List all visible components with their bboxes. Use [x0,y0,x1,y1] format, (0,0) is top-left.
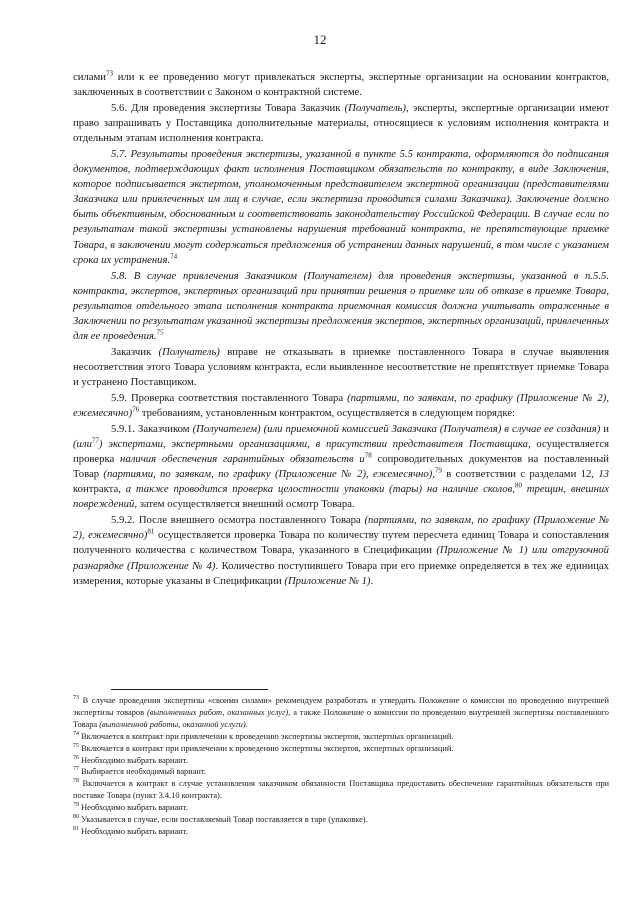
text-run: (Приложение № 1) [284,574,371,587]
text-run: (партиями, по заявкам, по графику (Приложение № 2), ежемесячно), [103,468,435,481]
text-run: затем осуществляется внешний осмотр Товара. [137,498,355,511]
text-run: экспертами, экспертными организациями, в присутствии представителя Поставщика, [102,438,531,451]
text-run: 5.8. В случае привлечения Заказчиком (Получателем) для проведения экспертизы, указанной в п.5.5. контракта, экспертов, экспертных организаций при принятии решения о приемке или об отказе в приемке Товара, результатов отдельного этапа исполнения контракта приемочная комиссия должна учитывать отраженные в Заключении по результатам указанной экспертизы предложения экспертов, экспертных организаций, привлеченных для ее проведения. [73,269,609,342]
footnote-ref: 74 [73,730,79,737]
footnote [73,731,609,743]
text-run: или к ее проведению могут привлекаться эксперты, экспертные организации на основании контрактов, заключенных в соответствии с Законом о контрактной системе. [73,71,609,99]
footnote [73,695,609,731]
text-run: трещин, внешних повреждений, [73,483,609,511]
footnote-ref: 74 [170,252,178,260]
text-run: Включается в контракт при привлечении к проведению экспертизы экспертов, экспертных организаций. [79,731,454,741]
footnote-ref: 80 [73,814,79,821]
contract-body [73,70,609,589]
footnote-ref: 73 [73,695,79,702]
text-run: Включается в контракт при привлечении к проведению экспертизы экспертов, экспертных организаций. [79,743,454,753]
footnote-ref: 79 [434,466,442,475]
text-run: ) [98,438,103,451]
text-run: осуществляется проверка Товара по количеству путем пересчета единиц Товара и сопоставления полученного количества с количеством Товара, указанного в Спецификации [73,529,609,557]
footnote-ref: 81 [73,826,79,833]
footnote-ref: 78 [364,451,372,460]
text-run: сопроводительных документов на поставленный Товар [73,453,609,481]
text-run: осуществляется проверка [73,438,609,466]
footnote-ref: 76 [132,405,140,414]
page-number: 12 [313,32,327,47]
paragraph [73,101,609,146]
footnote-ref: 73 [106,69,114,78]
footnote [73,766,609,778]
text-run: (партиями, по заявкам, по графику (Приложение № 2), ежемесячно) [73,391,609,420]
footnote-ref: 77 [73,766,79,773]
footnote-ref: 77 [91,436,99,445]
text-run: . Количество поступившего Товара при его приемке определяется в тех же единицах измерения, которые указаны в Спецификации [73,559,609,587]
footnote-ref: 80 [514,481,522,490]
text-run: . [245,719,248,729]
text-run: (Получатель) [344,102,406,115]
footnote-divider [111,689,268,690]
footnote-ref: 75 [156,328,164,337]
text-run: (Получатель) [158,345,220,358]
text-run: (или [73,438,92,451]
paragraph [73,391,609,421]
text-run: Необходимо выбрать вариант. [79,755,188,765]
text-run: 13 [598,468,609,481]
text-run: в соответствии с разделами 12, [441,468,599,481]
text-run: а также проводится проверка целостности упаковки (тары) на наличие сколов, [125,483,515,496]
text-run: , эксперты, экспертные организации имеют право запрашивать у Поставщика дополнительные материалы, относящиеся к условиям исполнения контракта и отдельным этапам исполнения контракта. [73,102,609,145]
text-run: (партиями, по заявкам, по графику (Приложение № 2), ежемесячно) [73,514,609,542]
text-run: наличия обеспечения гарантийных обязательств и [120,453,365,466]
text-run: 5.9. Проверка соответствия поставленного Товара [111,391,348,404]
text-run: Выбирается необходимый вариант. [79,767,207,777]
text-run: . [370,574,374,587]
paragraph [73,70,609,100]
footnote-ref: 81 [147,527,155,536]
text-run: Включается в контракт в случае установления заказчиком обязанности Поставщика предоставить обеспечение гарантийных обязательств при поставке Товара (пункт 3.4.10 контракта). [73,779,609,801]
text-run: 5.9.2. После внешнего осмотра поставленного Товара [111,514,365,527]
paragraph [73,345,609,390]
footnote [73,814,609,826]
paragraph [73,269,609,344]
footnote [73,743,609,755]
text-run: Заказчик [111,345,159,358]
text-run: В случае проведения экспертизы «своими силами» рекомендуем разработать и утвердить Положение о комиссии по проведению внутренней экспертизы товаров [73,696,609,717]
footnotes [73,695,609,838]
footnote [73,826,609,838]
text-run: (Получателем) (или приемочной комиссией Заказчика (Получателя) в случае ее создания) [192,423,601,436]
footnote-ref: 79 [73,802,79,809]
paragraph [73,513,609,588]
text-run: силами [73,71,107,83]
text-run: Необходимо выбрать вариант. [79,803,188,813]
text-run: Необходимо выбрать вариант. [79,826,188,836]
text-run: Указывается в случае, если поставляемый Товар поставляется в таре (упаковке). [79,815,368,825]
text-run: контракта, [73,483,126,496]
text-run: 5.9.1. Заказчиком [111,423,193,436]
paragraph [73,422,609,512]
text-run: 5.7. Результаты проведения экспертизы, указанной в пункте 5.5 контракта, оформляются до подписания документов, подтверждающих факт исполнения Поставщиком обязательств по контракту, в виде Заключения, которое подписывается экспертом, уполномоченным представителем экспертной организации (представителями Заказчика или привлеченных им лиц в случае, если экспертиза проводится силами Заказчика). Заключение должно быть объективным, обоснованным и соответствовать законодательству Российской Федерации. В случае если по результатам такой экспертизы установлены нарушения требований контракта, не препятствующие приемке Товара, в заключении могут содержаться предложения об устранении данных нарушений, в том числе с указанием срока их устранения. [73,148,609,266]
text-run: требованиям, установленным контрактом, осуществляется в следующем порядке: [139,407,516,420]
text-run: и [600,423,609,436]
footnote-ref: 78 [73,778,79,785]
footnote [73,755,609,767]
footnote [73,778,609,802]
footnote [73,802,609,814]
text-run: 5.6. Для проведения экспертизы Товара Заказчик [111,102,345,115]
text-run: (Приложение № 1) или отгрузочной разнарядке (Приложение № 4) [73,544,609,572]
text-run: , а также Положение о комиссии по проведению внутренней экспертизы поставленного Товара [73,707,609,729]
footnote-ref: 75 [73,742,79,749]
paragraph [73,147,609,267]
text-run: (выполненных работ, оказанных услуг) [146,707,289,717]
text-run: вправе не отказывать в приемке поставленного Товара в случае выявления несоответствия этого Товара условиям контракта, если выявленное несоответствие не препятствует приемке Товара и устранено Поставщиком. [73,345,609,388]
footnote-ref: 76 [73,754,79,761]
text-run: (выполненной работы, оказанной услуги) [99,719,246,729]
